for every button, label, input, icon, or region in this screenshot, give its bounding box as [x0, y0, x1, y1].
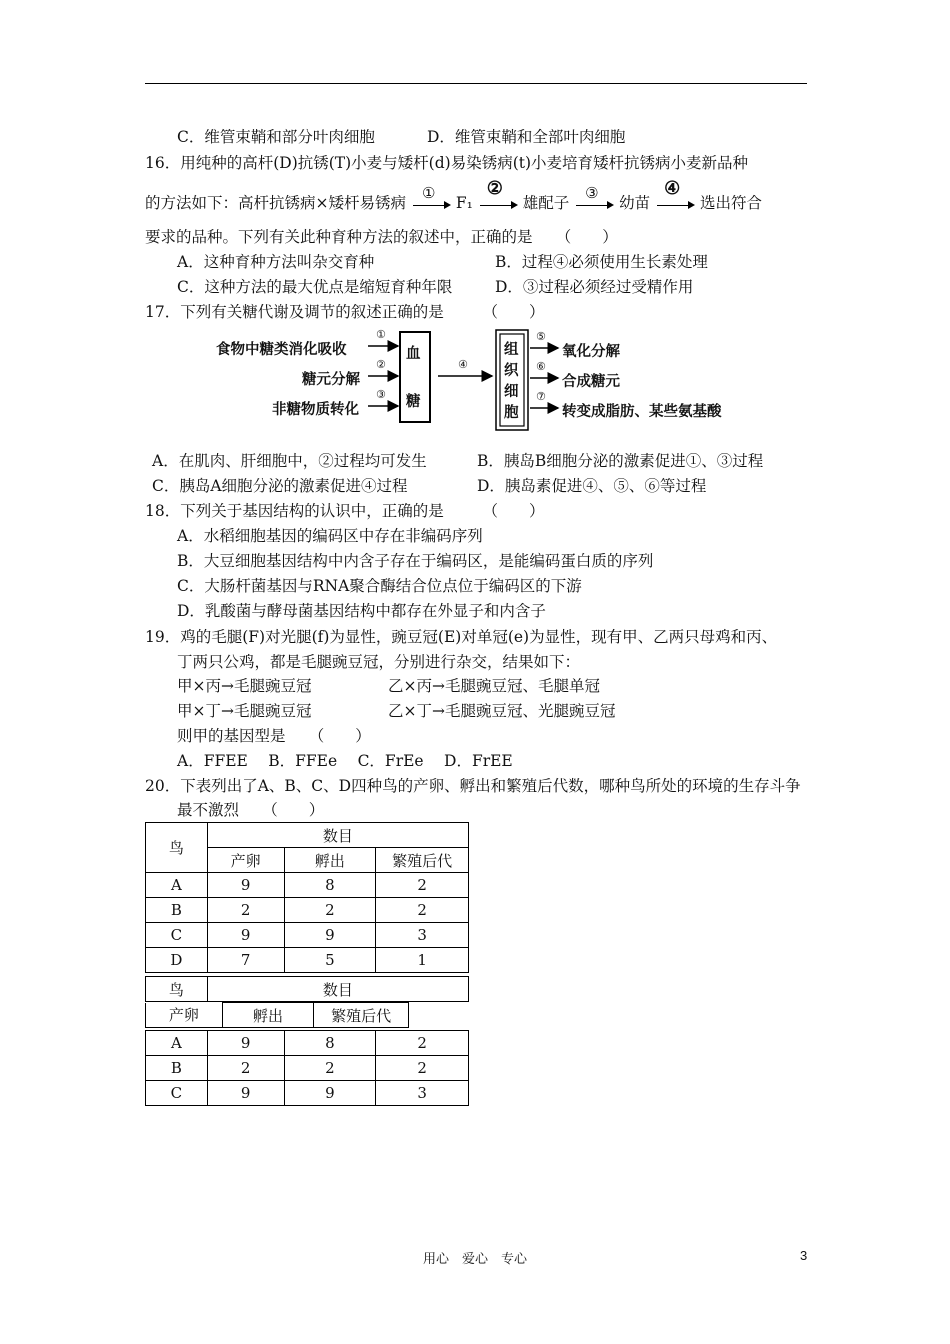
arrow-step-2 — [478, 178, 518, 214]
table-row — [146, 898, 469, 923]
cell: D — [146, 948, 208, 973]
q19-cross-4: 乙×丁→毛腿豌豆冠、光腿豌豆冠 — [388, 702, 616, 720]
step-1-label: ① — [421, 184, 436, 202]
q16-stem-line3: 要求的品种。下列有关此种育种方法的叙述中，正确的是 （ ） — [145, 228, 618, 246]
table-row — [146, 1081, 469, 1106]
col-eggs-2: 产卵 — [146, 1003, 223, 1028]
q18-option-c: C．大肠杆菌基因与RNA聚合酶结合位点位于编码区的下游 — [177, 577, 582, 595]
cell: 8 — [284, 1031, 376, 1056]
table-row — [146, 923, 469, 948]
source-digestion: 食物中糖类消化吸收 — [216, 342, 347, 358]
arrow-step-3 — [574, 184, 614, 214]
col-hatched: 孵出 — [284, 848, 376, 873]
q15-option-d: D．维管束鞘和全部叶肉细胞 — [427, 128, 626, 146]
cell: 9 — [207, 1031, 284, 1056]
step-4-label: ④ — [664, 178, 681, 199]
cell: 8 — [284, 873, 376, 898]
q19-stem-line1: 19．鸡的毛腿(F)对光腿(f)为显性，豌豆冠(E)对单冠(e)为显性，现有甲、乙两只母鸡和丙、 — [145, 628, 778, 646]
header-bird: 鸟 — [146, 823, 208, 873]
f1-label: F₁ — [455, 194, 473, 212]
col-offspring: 繁殖后代 — [376, 848, 469, 873]
cell: 1 — [376, 948, 469, 973]
table-row — [146, 1031, 469, 1056]
source-non-sugar: 非糖物质转化 — [272, 402, 359, 418]
cell: B — [146, 898, 208, 923]
q16-stem-line1: 16．用纯种的高杆(D)抗锈(T)小麦与矮杆(d)易染锈病(t)小麦培育矮杆抗锈病小麦新品种 — [145, 154, 749, 172]
source-glycogen-breakdown: 糖元分解 — [302, 372, 360, 388]
output-fat-amino: 转变成脂肪、某些氨基酸 — [562, 404, 722, 420]
cell: C — [146, 923, 208, 948]
select-label: 选出符合 — [700, 194, 763, 212]
q18-stem: 18．下列关于基因结构的认识中，正确的是 （ ） — [145, 502, 545, 520]
label-3: ③ — [376, 388, 386, 401]
output-glycogen-synthesis: 合成糖元 — [562, 374, 620, 390]
cell: C — [146, 1081, 208, 1106]
label-5: ⑤ — [536, 330, 546, 343]
q18-option-a: A．水稻细胞基因的编码区中存在非编码序列 — [177, 527, 483, 545]
cell: 3 — [376, 923, 469, 948]
cell: 5 — [284, 948, 376, 973]
header-count-2: 数目 — [207, 977, 468, 1002]
q17-option-a: A．在肌肉、肝细胞中，②过程均可发生 — [152, 452, 427, 470]
cell: 2 — [284, 1056, 376, 1081]
q19-cross-1: 甲×丙→毛腿豌豆冠 — [177, 677, 312, 695]
cell: 2 — [376, 898, 469, 923]
q17-option-b: B．胰岛B细胞分泌的激素促进①、③过程 — [477, 452, 764, 470]
q17-option-d: D．胰岛素促进④、⑤、⑥等过程 — [477, 477, 707, 495]
q16-option-b: B．过程④必须使用生长素处理 — [495, 253, 708, 271]
q16-option-a: A．这种育种方法叫杂交育种 — [177, 253, 375, 271]
cell: 2 — [376, 873, 469, 898]
cell: 2 — [376, 1031, 469, 1056]
q19-options: A．FFEE B．FFEe C．FrEe D．FrEE — [177, 752, 513, 770]
arrow-step-1 — [411, 184, 451, 214]
header-count: 数目 — [207, 823, 468, 848]
q19-ask: 则甲的基因型是 （ ） — [177, 727, 371, 745]
step-3-label: ③ — [585, 184, 599, 202]
q18-option-b: B．大豆细胞基因结构中内含子存在于编码区，是能编码蛋白质的序列 — [177, 552, 654, 570]
cell: 7 — [207, 948, 284, 973]
cell: 2 — [284, 898, 376, 923]
page-number: 3 — [800, 1248, 808, 1263]
q16-option-d: D．③过程必须经过受精作用 — [495, 278, 694, 296]
q18-option-d: D．乳酸菌与酵母菌基因结构中都存在外显子和内含子 — [177, 602, 546, 620]
output-oxidation: 氧化分解 — [562, 344, 620, 360]
seedling-label: 幼苗 — [619, 194, 651, 212]
label-6: ⑥ — [536, 360, 546, 373]
cell: A — [146, 873, 208, 898]
cell: 9 — [207, 873, 284, 898]
sugar-metabolism-diagram — [210, 328, 750, 438]
cell: 9 — [207, 923, 284, 948]
q19-cross-3: 甲×丁→毛腿豌豆冠 — [177, 702, 312, 720]
cell: 2 — [376, 1056, 469, 1081]
q16-line2-start: 的方法如下：高杆抗锈病×矮杆易锈病 — [145, 194, 406, 212]
header-rule — [145, 83, 807, 84]
step-2-label: ② — [486, 178, 503, 199]
bird-table-2 — [145, 1030, 469, 1106]
cell: 9 — [207, 1081, 284, 1106]
q20-stem-line2: 最不激烈 （ ） — [177, 801, 325, 819]
tissue-char-3: 细 — [504, 384, 519, 400]
table-row — [146, 873, 469, 898]
q19-stem-line2: 丁两只公鸡，都是毛腿豌豆冠，分别进行杂交，结果如下： — [177, 653, 581, 671]
male-gamete-label: 雄配子 — [522, 194, 570, 212]
label-7: ⑦ — [536, 390, 546, 403]
table-row — [146, 948, 469, 973]
q17-option-c: C．胰岛A细胞分泌的激素促进④过程 — [152, 477, 408, 495]
bird-table-2-header — [145, 976, 469, 1002]
q17-stem: 17．下列有关糖代谢及调节的叙述正确的是 （ ） — [145, 303, 545, 321]
page-footer: 用心 爱心 专心 — [422, 1252, 527, 1267]
tissue-char-1: 组 — [504, 342, 519, 358]
blood-char: 血 — [406, 346, 421, 362]
label-2: ② — [376, 358, 386, 371]
cell: 3 — [376, 1081, 469, 1106]
cell: 2 — [207, 898, 284, 923]
q16-option-c: C．这种方法的最大优点是缩短育种年限 — [177, 278, 453, 296]
col-offspring-2: 繁殖后代 — [314, 1003, 409, 1028]
q19-cross-2: 乙×丙→毛腿豌豆冠、毛腿单冠 — [388, 677, 600, 695]
label-1: ① — [376, 328, 386, 341]
cell: 9 — [284, 923, 376, 948]
header-bird-2: 鸟 — [146, 977, 208, 1002]
q16-stem-line2 — [145, 178, 763, 214]
table-row — [146, 1056, 469, 1081]
q20-stem-line1: 20．下表列出了A、B、C、D四种鸟的产卵、孵出和繁殖后代数，哪种鸟所处的环境的生存斗争 — [145, 777, 801, 795]
col-hatched-2: 孵出 — [222, 1003, 314, 1028]
sugar-char: 糖 — [406, 394, 421, 410]
cell: B — [146, 1056, 208, 1081]
col-eggs: 产卵 — [207, 848, 284, 873]
tissue-char-4: 胞 — [504, 405, 519, 421]
cell: 9 — [284, 1081, 376, 1106]
cell: A — [146, 1031, 208, 1056]
label-4: ④ — [458, 358, 468, 371]
q15-option-c: C．维管束鞘和部分叶肉细胞 — [177, 128, 375, 146]
cell: 2 — [207, 1056, 284, 1081]
arrow-step-4 — [655, 178, 695, 214]
tissue-char-2: 织 — [504, 363, 519, 379]
bird-table-1 — [145, 822, 469, 973]
bird-table-2-cols — [145, 1002, 409, 1028]
